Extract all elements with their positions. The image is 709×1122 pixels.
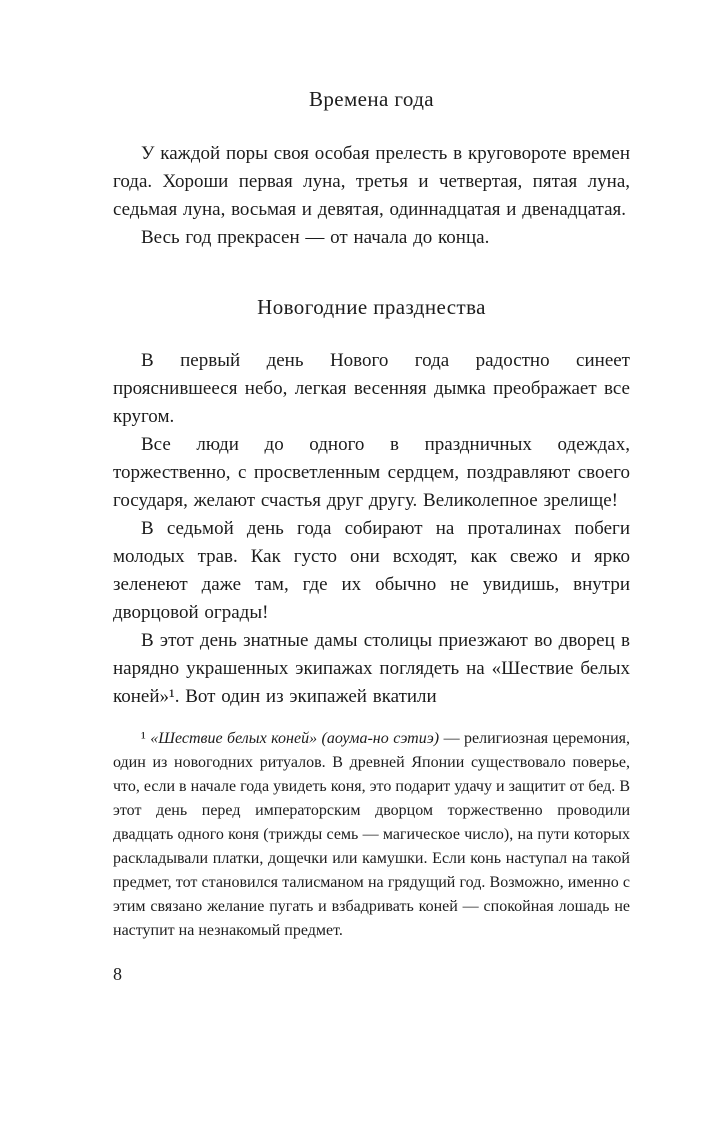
paragraph: В первый день Нового года радостно синеет прояснившееся небо, легкая весенняя дымка преображает все кругом. (113, 350, 630, 427)
footnote-marker: ¹ (141, 730, 146, 747)
footnote-term: «Шествие белых коней» (аоума-но сэтиэ) (150, 730, 440, 747)
paragraph: Все люди до одного в праздничных одеждах, торжественно, с просветленным сердцем, поздравляют своего государя, желают счастья друг другу. Великолепное зрелище! (113, 434, 630, 511)
paragraph: В седьмой день года собирают на проталинах побеги молодых трав. Как густо они всходят, как свежо и ярко зеленеют даже там, где их обычно не увидишь, внутри дворцовой ограды! (113, 518, 630, 623)
paragraph: В этот день знатные дамы столицы приезжают во дворец в нарядно украшенных экипажах поглядеть на «Шествие белых коней»¹. Вот один из экипажей вкатили (113, 630, 630, 707)
paragraph: У каждой поры своя особая прелесть в круговороте времен года. Хороши первая луна, третья и четвертая, пятая луна, седьмая луна, восьмая и девятая, одиннадцатая и двенадцатая. (113, 143, 630, 220)
paragraph: Весь год прекрасен — от начала до конца. (141, 227, 490, 248)
text-column (113, 86, 630, 985)
page-number: 8 (113, 964, 122, 984)
section-heading-new-year: Новогодние празднества (257, 295, 486, 319)
footnote (113, 727, 630, 943)
footnote-text: — религиозная церемония, один из новогодних ритуалов. В древней Японии существовало поверье, что, если в начале года увидеть коня, это подарит удачу и защитит от бед. В этот день перед императорским дворцом торжественно проводили двадцать одного коня (трижды семь — магическое число), на пути которых раскладывали платки, дощечки или камушки. Если конь наступал на такой предмет, тот становился талисманом на грядущий год. Возможно, именно с этим связано желание пугать и взбадривать коней — спокойная лошадь не наступит на незнакомый предмет. (113, 730, 630, 939)
section-heading-seasons: Времена года (308, 87, 435, 111)
